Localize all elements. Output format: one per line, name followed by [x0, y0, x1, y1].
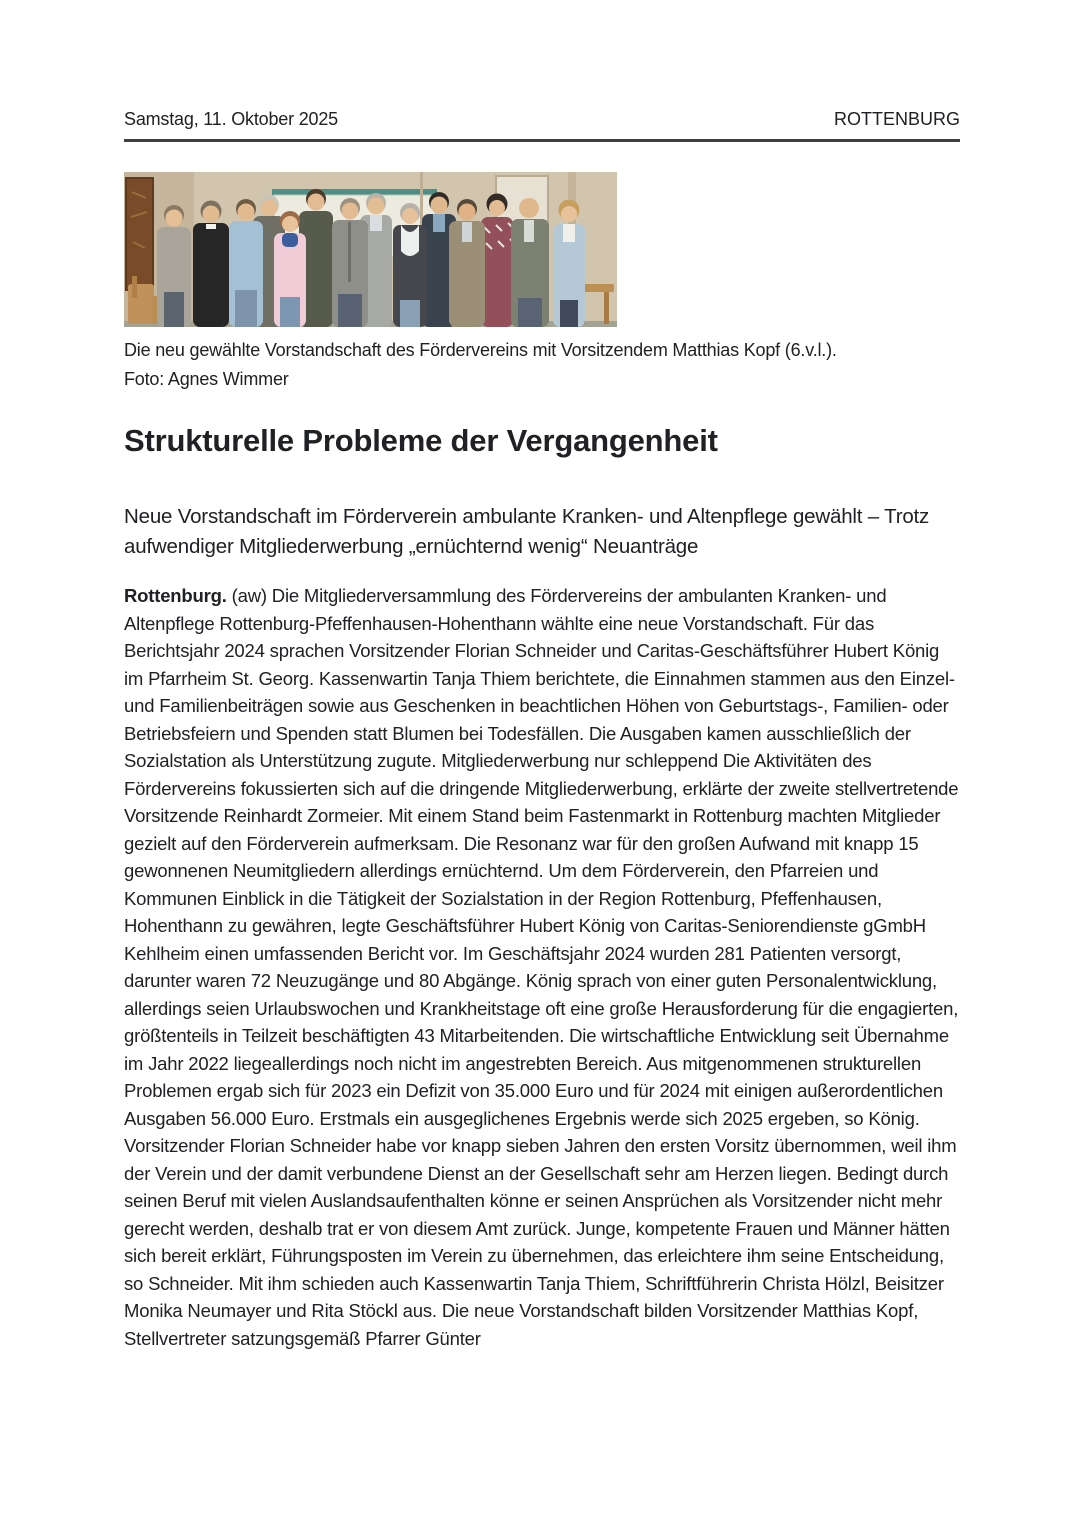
article-subheadline: Neue Vorstandschaft im Förderverein ambulante Kranken- und Altenpflege gewählt – Trotz aufwendiger Mitgliederwerbung „ernüchternd wenig“ Neuanträge — [124, 505, 930, 558]
article-page — [124, 0, 960, 1352]
article-figure — [124, 172, 960, 394]
photo-caption-text: Die neu gewählte Vorstandschaft des Fördervereins mit Vorsitzendem Matthias Kopf (6.v.l.). — [124, 340, 837, 360]
group-photo — [124, 172, 617, 327]
article-dateline: Rottenburg. — [124, 585, 227, 606]
article-body-text: (aw) Die Mitgliederversammlung des Fördervereins der ambulanten Kranken- und Altenpflege Rottenburg-Pfeffenhausen-Hohenthann wählte eine neue Vorstandschaft. Für das Berichtsjahr 2024 sprachen Vorsitzender Florian Schneider und Caritas-Geschäftsführer Hubert König im Pfarrheim St. Georg. Kassenwartin Tanja Thiem berichtete, die Einnahmen stammen aus den Einzel- und Familienbeiträgen sowie aus Geschenken in beachtlichen Höhen von Geburtstags-, Familien- oder Betriebsfeiern und Spenden statt Blumen bei Todesfällen. Die Ausgaben kamen ausschließlich der Sozialstation als Unterstützung zugute. Mitgliederwerbung nur schleppend Die Aktivitäten des Fördervereins fokussierten sich auf die dringende Mitgliederwerbung, erklärte der zweite stellvertretende Vorsitzende Reinhardt Zormeier. Mit einem Stand beim Fastenmarkt in Rottenburg machten Mitglieder gezielt auf den Förderverein aufmerksam. Die Resonanz war für den großen Aufwand mit knapp 15 gewonnenen Neumitgliedern allerdings ernüchternd. Um dem Förderverein, den Pfarreien und Kommunen Einblick in die Tätigkeit der Sozialstation in der Region Rottenburg, Pfeffenhausen, Hohenthann zu gewähren, legte Geschäftsführer Hubert König von Caritas-Seniorendienste gGmbH Kehlheim einen umfassenden Bericht vor. Im Geschäftsjahr 2024 wurden 281 Patienten versorgt, darunter waren 72 Neuzugänge und 80 Abgänge. König sprach von einer guten Personalentwicklung, allerdings seien Urlaubswochen und Krankheitstage oft eine große Herausforderung für die engagierten, größtenteils in Teilzeit beschäftigten 43 Mitarbeitenden. Die wirtschaftliche Entwicklung seit Übernahme im Jahr 2022 liegeallerdings noch nicht im angestrebten Bereich. Aus mitgenommenen strukturellen Problemen ergab sich für 2023 ein Defizit von 35.000 Euro und für 2024 mit einigen außerordentlichen Ausgaben 56.000 Euro. Erstmals ein ausgeglichenes Ergebnis werde sich 2025 ergeben, so König. Vorsitzender Florian Schneider habe vor knapp sieben Jahren den ersten Vorsitz übernommen, weil ihm der Verein und der damit verbundene Dienst an der Gesellschaft sehr am Herzen liegen. Bedingt durch seinen Beruf mit vielen Auslandsaufenthalten könne er seinen Ansprüchen als Vorsitzender nicht mehr gerecht werden, deshalb trat er von diesem Amt zurück. Junge, kompetente Frauen und Männer hätten sich bereit erklärt, Führungsposten im Verein zu übernehmen, das erleichtere ihm seine Entscheidung, so Schneider. Mit ihm schieden auch Kassenwartin Tanja Thiem, Schriftführerin Christa Hölzl, Beisitzer Monika Neumayer und Rita Stöckl aus. Die neue Vorstandschaft bilden Vorsitzender Matthias Kopf, Stellvertreter satzungsgemäß Pfarrer Günter — [124, 585, 959, 1349]
photo-caption — [124, 336, 960, 394]
article-headline: Strukturelle Probleme der Vergangenheit — [124, 423, 718, 458]
article-body — [124, 582, 960, 1352]
page-header — [124, 0, 960, 130]
header-section-label: ROTTENBURG — [834, 109, 960, 129]
header-date: Samstag, 11. Oktober 2025 — [124, 109, 338, 129]
photo-credit: Foto: Agnes Wimmer — [124, 369, 289, 389]
header-divider — [124, 139, 960, 142]
